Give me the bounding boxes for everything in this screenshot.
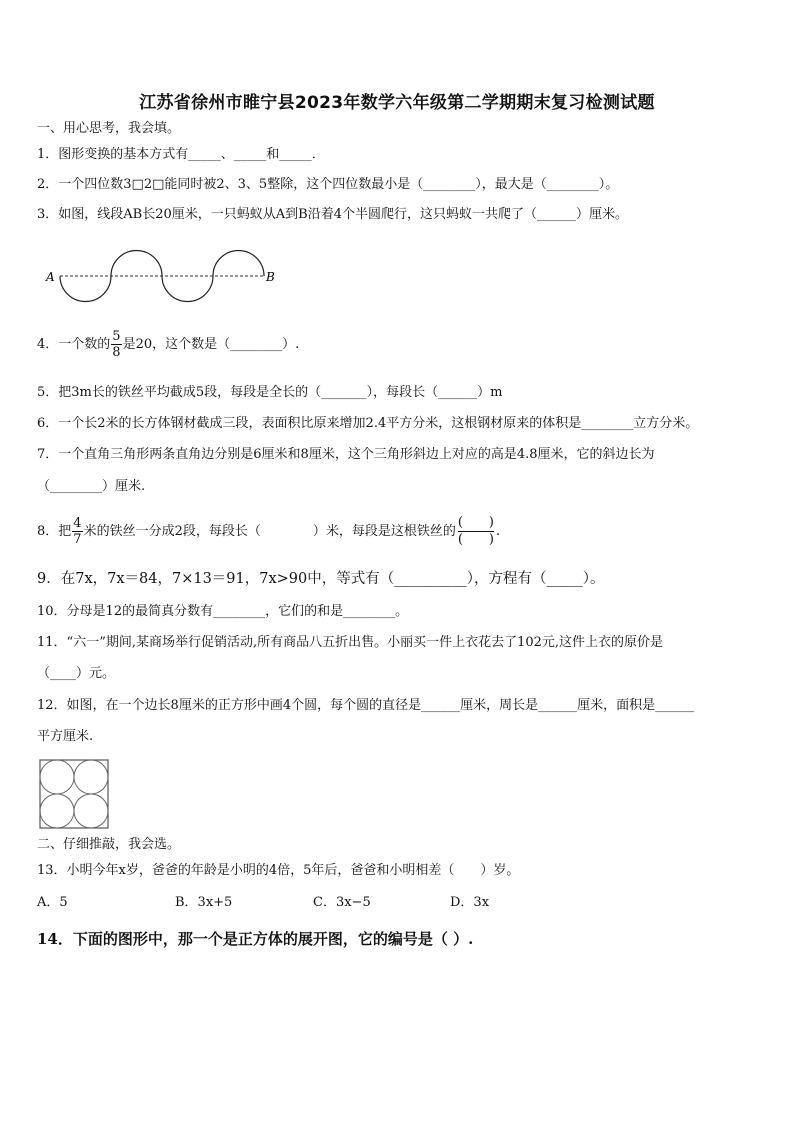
semicircle-2	[111, 251, 162, 277]
square-four-circles-figure	[39, 759, 111, 831]
question-8-prefix: 8．把	[37, 524, 72, 539]
blank-fraction	[458, 515, 494, 548]
q13-option-b: B．3x+5	[175, 895, 233, 910]
question-8-middle: 米的铁丝一分成2段，每段长（ ）米，每段是这根铁丝的	[83, 524, 456, 539]
point-b-label: B	[266, 270, 275, 284]
fraction-denominator: 8	[112, 345, 121, 360]
question-12-line-2: 平方厘米.	[37, 729, 94, 744]
section-heading-choose: 二、仔细推敲，我会选。	[37, 837, 181, 852]
question-11-line-2: （____）元。	[37, 666, 116, 681]
q13-option-d: D．3x	[450, 895, 490, 910]
blank-fraction-bottom: ( )	[457, 532, 494, 547]
square-outline	[40, 760, 108, 828]
question-4-suffix: 是20，这个数是（________）.	[122, 337, 300, 352]
q13-option-c: C．3x−5	[313, 895, 371, 910]
question-5: 5．把3m长的铁丝平均截成5段，每段是全长的（_______），每段长（______）m	[37, 385, 503, 400]
question-13: 13．小明今年x岁，爸爸的年龄是小明的4倍，5年后，爸爸和小明相差（ ）岁。	[37, 863, 520, 878]
question-7-line-1: 7．一个直角三角形两条直角边分别是6厘米和8厘米，这个三角形斜边上对应的高是4.8厘米，它的斜边长为	[37, 447, 655, 462]
fraction-4-7	[72, 516, 82, 547]
page-title: 江苏省徐州市睢宁县2023年数学六年级第二学期期末复习检测试题	[139, 93, 655, 113]
fraction-5-8	[111, 329, 121, 360]
fraction-numerator: 4	[73, 516, 82, 531]
fraction-denominator: 7	[73, 532, 82, 547]
question-8-suffix: .	[496, 524, 501, 539]
fraction-numerator: 5	[112, 329, 121, 344]
question-3: 3．如图，线段AB长20厘米，一只蚂蚁从A到B沿着4个半圆爬行，这只蚂蚁一共爬了（______）厘米。	[37, 207, 628, 222]
question-4-prefix: 4．一个数的	[37, 337, 111, 352]
question-2: 2．一个四位数3□2□能同时被2、3、5整除，这个四位数最小是（________），最大是（________）。	[37, 177, 619, 192]
semicircle-3	[162, 276, 213, 302]
question-12-line-1: 12．如图，在一个边长8厘米的正方形中画4个圆，每个圆的直径是______厘米，周长是______厘米，面积是______	[37, 698, 695, 713]
circle-bottom-right	[74, 794, 108, 828]
section-heading-fill: 一、用心思考，我会填。	[37, 121, 181, 136]
circle-bottom-left	[40, 794, 74, 828]
semicircle-4	[213, 251, 264, 277]
question-10: 10．分母是12的最简真分数有________，它们的和是________。	[37, 604, 409, 619]
semicircle-path-figure	[42, 244, 282, 304]
question-4	[37, 327, 299, 363]
q13-option-a: A．5	[37, 895, 68, 910]
circle-top-right	[74, 760, 108, 794]
question-9: 9．在7x，7x＝84，7×13＝91，7x>90中，等式有（__________），方程有（_____）。	[37, 571, 605, 587]
question-1: 1．图形变换的基本方式有_____、_____和_____．	[37, 147, 325, 162]
question-8	[37, 514, 500, 550]
question-11-line-1: 11．“六一”期间,某商场举行促销活动,所有商品八五折出售。小丽买一件上衣花去了102元,这件上衣的原价是	[37, 635, 664, 650]
semicircle-1	[60, 276, 111, 302]
blank-fraction-top: ( )	[457, 515, 494, 530]
question-7-line-2: （________）厘米.	[37, 479, 146, 494]
point-a-label: A	[46, 270, 55, 284]
circle-top-left	[40, 760, 74, 794]
question-6: 6．一个长2米的长方体钢材截成三段，表面积比原来增加2.4平方分米，这根钢材原来的体积是________立方分米。	[37, 416, 699, 431]
question-14: 14．下面的图形中，那一个是正方体的展开图，它的编号是（ ）.	[37, 930, 474, 948]
